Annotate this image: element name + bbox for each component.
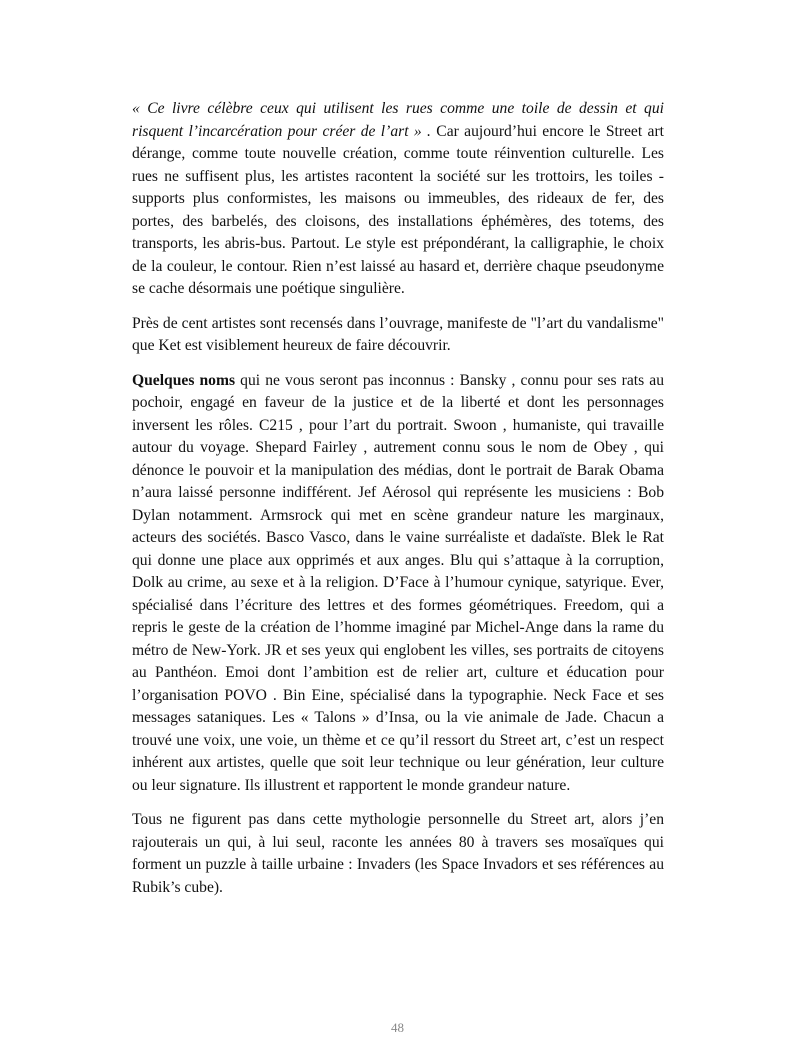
paragraph-3-lead: Quelques noms bbox=[132, 371, 236, 389]
paragraph-1-text: Car aujourd’hui encore le Street art dérange, comme toute nouvelle création, comme toute réinvention culturelle. Les rues ne suffisent plus, les artistes racontent la société sur les trottoirs, les toiles -supports plus conformistes, les maisons ou immeubles, des rideaux de fer, des portes, des barbelés, des cloisons, des installations éphémères, des totems, des transports, les abris-bus. Partout. Le style est prépondérant, la calligraphie, le choix de la couleur, le contour. Rien n’est laissé au hasard et, derrière chaque pseudonyme se cache désormais une poétique singulière. bbox=[132, 122, 664, 297]
page-number: 48 bbox=[391, 1020, 404, 1035]
paragraph-4-text: Tous ne figurent pas dans cette mythologie personnelle du Street art, alors j’en rajouterais un qui, à lui seul, raconte les années 80 à travers ses mosaïques qui forment un puzzle à taille urbaine : Invaders (les Space Invadors et ses références au Rubik’s cube). bbox=[132, 811, 664, 896]
paragraph-3-text: qui ne vous seront pas inconnus : Bansky , connu pour ses rats au pochoir, engagé en faveur de la justice et de la liberté et dont les personnages inversent les rôles. C215 , pour l’art du portrait. Swoon , humaniste, qui travaille autour du voyage. Shepard Fairley , autrement connu sous le nom de Obey , qui dénonce le pouvoir et la manipulation des médias, dont le portrait de Barak Obama n’aura laissé personne indifférent. Jef Aérosol qui représente les musiciens : Bob Dylan notamment. Armsrock qui met en scène grandeur nature les marginaux, acteurs des sociétés. Basco Vasco, dans le vaine surréaliste et dadaïste. Blek le Rat qui donne une place aux opprimés et aux anges. Blu qui s’attaque à la corruption, Dolk au crime, au sexe et à la religion. D’Face à l’humour cynique, satyrique. Ever, spécialisé dans l’écriture des lettres et des formes géométriques. Freedom, qui a repris le geste de la création de l’homme imaginé par Michel-Ange dans la rame du métro de New-York. JR et ses yeux qui englobent les villes, ses portraits de citoyens au Panthéon. Emoi dont l’ambition est de relier art, culture et éducation pour l’organisation POVO . Bin Eine, spécialisé dans la typographie. Neck Face et ses messages sataniques. Les « Talons » d’Insa, ou la vie animale de Jade. Chacun a trouvé une voix, une voie, un thème et ce qu’il ressort du Street art, c’est un respect inhérent aux artistes, quelle que soit leur technique ou leur génération, leur culture ou leur signature. Ils illustrent et rapportent le monde grandeur nature. bbox=[132, 371, 664, 794]
document-body bbox=[132, 98, 664, 911]
paragraph-2 bbox=[132, 313, 664, 358]
paragraph-3 bbox=[132, 370, 664, 798]
paragraph-1 bbox=[132, 98, 664, 301]
book-quote: « Ce livre célèbre ceux qui utilisent les rues comme une toile de dessin et qui risquent l’incarcération pour créer de l’art » . bbox=[132, 100, 664, 140]
paragraph-4 bbox=[132, 809, 664, 899]
paragraph-2-text: Près de cent artistes sont recensés dans l’ouvrage, manifeste de "l’art du vandalisme" que Ket est visiblement heureux de faire découvrir. bbox=[132, 314, 664, 354]
